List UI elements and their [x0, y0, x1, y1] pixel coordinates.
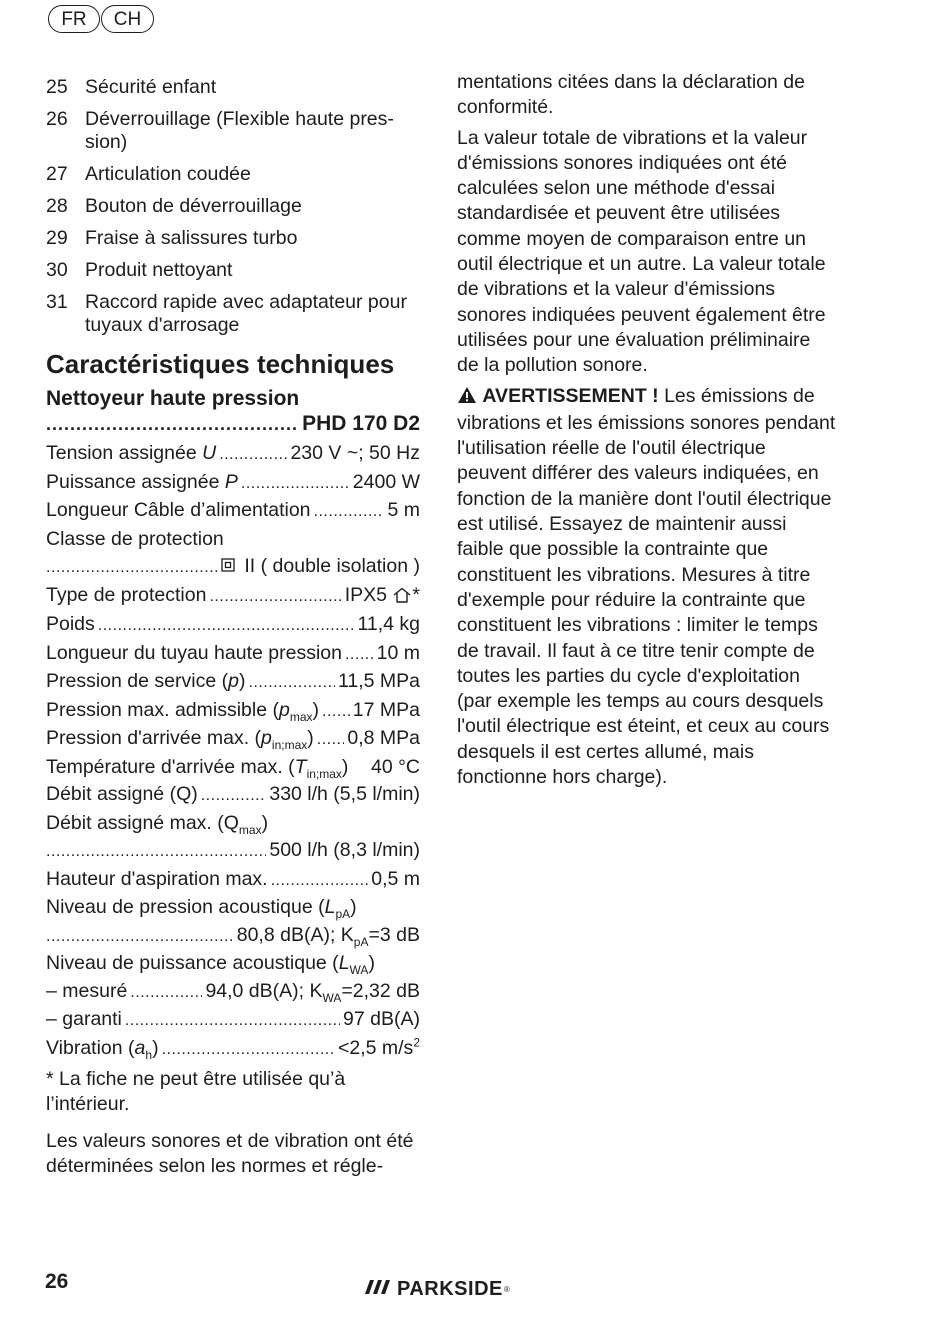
- paragraph: La valeur totale de vibrations et la valeur d'émissions sonores indiquées ont été calculées selon une méthode d'essai standardisée et peuvent être utilisées comme moyen de comparaison entre un outil électrique et un autre. La valeur totale de vibrations et la valeur d'émissions sonores indiquées peuvent également être utilisées pour une évaluation préliminaire de la pollution sonore.: [457, 126, 826, 377]
- list-item-number: 27: [46, 163, 68, 185]
- spec-row-garanti: [46, 1006, 420, 1035]
- list-item: [46, 291, 420, 337]
- spec-label: Longueur du tuyau haute pression: [46, 641, 342, 664]
- spec-value: 40 °C: [371, 755, 420, 778]
- leader-dots: [345, 641, 374, 669]
- spec-row-classe-value: [46, 553, 420, 582]
- language-badge-ch: CH: [101, 5, 154, 33]
- spec-row-service: [46, 668, 420, 697]
- leader-dots: [248, 669, 335, 697]
- spec-label: – garanti: [46, 1008, 122, 1030]
- language-badge-fr: FR: [48, 5, 100, 33]
- spec-row-mesure: [46, 978, 420, 1007]
- spec-value: 80,8 dB(A); $K_{pA}=3$ dB: [236, 923, 420, 949]
- class-ii-icon: [221, 553, 235, 581]
- leader-dots: [314, 498, 385, 526]
- brand-logo: PARKSIDE ®: [365, 1278, 510, 1301]
- parts-list: [46, 76, 420, 337]
- spec-table: [46, 440, 420, 1063]
- spec-row-poids: [46, 611, 420, 640]
- spec-row-puissance: [46, 469, 420, 498]
- spec-row-lpa-value: [46, 922, 420, 951]
- spec-value: II ( double isolation ): [244, 555, 420, 577]
- spec-value: 17 MPa: [352, 698, 420, 721]
- spec-value: 230 V ~; 50 Hz: [290, 442, 420, 464]
- list-item: [46, 227, 420, 250]
- leader-dots: [125, 1007, 340, 1035]
- spec-row-pmax: [46, 697, 420, 726]
- spec-row-tension: [46, 440, 420, 469]
- spec-value: 11,4 kg: [357, 613, 420, 635]
- spec-label-classe: Classe de protection: [46, 527, 224, 550]
- list-item-text: Déverrouillage (Flexible haute pres-sion): [85, 108, 394, 153]
- spec-label: Débit assigné (Q): [46, 783, 198, 805]
- list-item-text: Bouton de déverrouillage: [85, 195, 302, 217]
- spec-row-aspiration: [46, 866, 420, 895]
- list-item: [46, 163, 420, 186]
- footnote: * La fiche ne peut être utilisée qu’à l’intérieur.: [46, 1068, 346, 1115]
- page-number: 26: [45, 1270, 69, 1293]
- list-item: [46, 195, 420, 218]
- spec-label: Puissance assignée P: [46, 470, 238, 493]
- spec-row-debitmax-value: [46, 837, 420, 866]
- paragraph: Les valeurs sonores et de vibration ont été déterminées selon les normes et régle-: [46, 1130, 414, 1178]
- spec-label-lpa: Niveau de pression acoustique $(L_{pA})$: [46, 896, 357, 921]
- spec-value: 97 dB(A): [343, 1008, 420, 1030]
- right-column: [457, 70, 837, 795]
- spec-value: 0,8 MPa: [347, 727, 420, 749]
- spec-label: Pression de service (p): [46, 670, 246, 692]
- spec-row-temp: [46, 754, 420, 782]
- leader-dots: [219, 441, 287, 469]
- leader-dots: [271, 867, 369, 895]
- product-title: Nettoyeur haute pression: [46, 387, 300, 410]
- spec-label: Longueur Câble d’alimentation: [46, 499, 311, 521]
- leader-dots: [130, 979, 202, 1007]
- brand-slashes-icon: [365, 1278, 391, 1301]
- spec-row-pin: [46, 725, 420, 754]
- leader-dots: [322, 698, 350, 726]
- spec-value: 500 l/h (8,3 l/min): [269, 839, 420, 861]
- brand-name: PARKSIDE: [397, 1278, 503, 1300]
- spec-value: 0,5 m: [371, 867, 420, 890]
- leader-dots: [46, 838, 266, 866]
- spec-label: – mesuré: [46, 979, 128, 1002]
- section-title: Caractéristiques techniques: [46, 349, 395, 379]
- spec-value: 5 m: [387, 499, 420, 521]
- spec-value: 94,0 dB(A); $K_{WA}=2,32$ dB: [205, 979, 420, 1005]
- leader-dots: [317, 726, 345, 754]
- list-item-text: Sécurité enfant: [85, 76, 217, 98]
- warning-label: AVERTISSEMENT !: [482, 384, 659, 407]
- paragraph: mentations citées dans la déclaration de conformité.: [457, 71, 805, 119]
- list-item-number: 25: [46, 76, 68, 98]
- list-item-number: 31: [46, 291, 68, 313]
- spec-row-type: [46, 582, 420, 612]
- list-item-text: Raccord rapide avec adaptateur pour tuyaux d'arrosage: [85, 291, 407, 336]
- spec-value: 10 m: [376, 641, 420, 664]
- spec-label-lwa: Niveau de puissance acoustique $(L_{WA})$: [46, 952, 375, 977]
- indoor-house-icon: [392, 584, 412, 612]
- list-item-text: Fraise à salissures turbo: [85, 227, 298, 249]
- list-item: [46, 259, 420, 282]
- warning-paragraph: [457, 384, 837, 791]
- spec-label: Vibration $(a_h)$: [46, 1036, 159, 1062]
- list-item-number: 29: [46, 227, 68, 249]
- leader-dots: [98, 612, 355, 640]
- spec-label: Pression max. admissible $(p_{max})$: [46, 698, 320, 724]
- warning-icon: [457, 386, 477, 411]
- spec-value: 2400 W: [352, 470, 420, 493]
- spec-value: 330 l/h (5,5 l/min): [269, 783, 420, 805]
- leader-dots: [201, 782, 267, 810]
- list-item-text: Produit nettoyant: [85, 259, 233, 281]
- spec-row-tuyau: [46, 640, 420, 669]
- spec-value: IPX5 *: [345, 582, 420, 612]
- list-item-text: Articulation coudée: [85, 163, 251, 185]
- spec-label: Température d'arrivée max. $(T_{in;max})$: [46, 755, 349, 781]
- leader-dots: [241, 470, 350, 498]
- product-model-row: [46, 411, 420, 437]
- spec-value: 11,5 MPa: [337, 670, 420, 692]
- list-item: [46, 76, 420, 99]
- leader-dots: [46, 923, 234, 951]
- warning-text: Les émissions de vibrations et les émissions sonores pendant l'utilisation réelle de l'outil électrique peuvent différer des valeurs indiquées, en fonction de la manière dont l'outil électrique est utilisé. Essayez de maintenir aussi faible que possible la contrainte que constituent les vibrations. Mesures à titre d'exemple pour réduire la contrainte que constituent les vibrations : limiter le temps de travail. Il faut à ce titre tenir compte de toutes les parties du cycle d'exploitation (par exemple les temps au cours desquels l'outil électrique est éteint, et ceux au cours desquels il est certes allumé, mais fonctionne hors charge).: [457, 384, 836, 789]
- list-item: [46, 108, 420, 154]
- leader-dots: [46, 412, 299, 437]
- leader-dots: [46, 554, 218, 582]
- spec-label-debitmax: Débit assigné max. $(Q_{max})$: [46, 811, 269, 837]
- leader-dots: [162, 1036, 335, 1064]
- spec-label: Hauteur d'aspiration max.: [46, 867, 268, 890]
- spec-row-vibration: [46, 1035, 420, 1064]
- spec-value: <2,5 $m/s^2$: [337, 1035, 420, 1059]
- left-column: [46, 76, 420, 1180]
- list-item-number: 26: [46, 108, 68, 130]
- leader-dots: [209, 583, 341, 611]
- list-item-number: 28: [46, 195, 68, 217]
- spec-label: Type de protection: [46, 583, 207, 606]
- spec-label: Poids: [46, 613, 95, 635]
- product-model: PHD 170 D2: [302, 412, 420, 435]
- list-item-number: 30: [46, 259, 68, 281]
- spec-label: Pression d'arrivée max. $(p_{in;max})$: [46, 727, 314, 752]
- spec-label: Tension assignée U: [46, 442, 217, 464]
- spec-row-debit: [46, 781, 420, 810]
- spec-row-cable: [46, 497, 420, 526]
